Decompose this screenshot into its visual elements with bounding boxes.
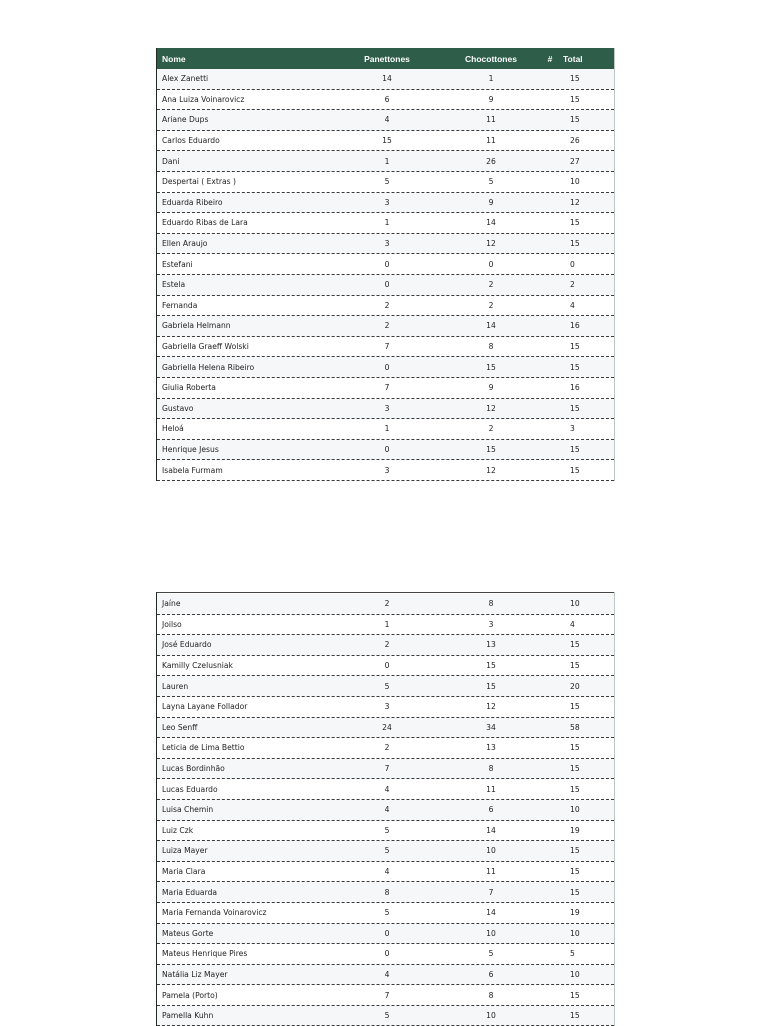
- table-row: [157, 213, 614, 234]
- cell-total: 15: [570, 661, 580, 671]
- cell-name: Alex Zanetti: [162, 74, 209, 84]
- cell-chocottones: 15: [486, 681, 496, 691]
- cell-chocottones: 15: [486, 444, 496, 454]
- cell-panettones: 2: [384, 321, 390, 331]
- cell-panettones: 0: [384, 928, 390, 938]
- cell-panettones: 2: [384, 743, 390, 753]
- cell-name: Ellen Araujo: [162, 239, 208, 249]
- cell-chocottones: 6: [488, 805, 494, 815]
- cell-name: Estefani: [162, 259, 193, 269]
- cell-chocottones: 11: [486, 867, 496, 877]
- cell-total: 15: [570, 640, 580, 650]
- cell-panettones: 4: [384, 805, 390, 815]
- cell-panettones: 1: [384, 424, 390, 434]
- cell-panettones: 4: [384, 784, 390, 794]
- cell-name: Lucas Bordinhão: [162, 764, 225, 774]
- cell-chocottones: 11: [486, 784, 496, 794]
- cell-name: Fernanda: [162, 300, 198, 310]
- cell-chocottones: 13: [486, 640, 496, 650]
- table-row: [157, 254, 614, 275]
- cell-name: Isabela Furmam: [162, 465, 223, 475]
- table-row: [157, 697, 614, 718]
- cell-name: Despertai ( Extras ): [162, 177, 236, 187]
- table-row: [157, 69, 614, 90]
- cell-total: 10: [570, 969, 580, 979]
- cell-panettones: 0: [384, 949, 390, 959]
- cell-name: Gabriella Graeff Wolski: [162, 342, 249, 352]
- cell-name: Heloá: [162, 424, 184, 434]
- table-row: [157, 234, 614, 255]
- cell-chocottones: 14: [486, 218, 496, 228]
- table-row: [157, 193, 614, 214]
- cell-chocottones: 12: [486, 403, 496, 413]
- cell-name: Luisa Chemin: [162, 805, 214, 815]
- cell-chocottones: 0: [488, 259, 494, 269]
- cell-total: 15: [570, 867, 580, 877]
- cell-panettones: 5: [384, 846, 390, 856]
- table-row: [157, 1006, 614, 1026]
- cell-total: 10: [570, 928, 580, 938]
- cell-panettones: 1: [384, 156, 390, 166]
- cell-chocottones: 8: [488, 342, 494, 352]
- cell-panettones: 0: [384, 661, 390, 671]
- cell-panettones: 6: [384, 94, 390, 104]
- cell-total: 4: [570, 300, 575, 310]
- cell-panettones: 7: [384, 342, 390, 352]
- cell-panettones: 5: [384, 681, 390, 691]
- cell-name: Layna Layane Follador: [162, 702, 248, 712]
- cell-name: Maria Clara: [162, 867, 206, 877]
- cell-panettones: 0: [384, 259, 390, 269]
- cell-chocottones: 5: [488, 177, 494, 187]
- cell-chocottones: 10: [486, 928, 496, 938]
- cell-total: 15: [570, 887, 580, 897]
- cell-name: Lauren: [162, 681, 189, 691]
- cell-panettones: 3: [384, 702, 390, 712]
- cell-total: 0: [570, 259, 575, 269]
- cell-name: Estela: [162, 280, 186, 290]
- cell-chocottones: 14: [486, 908, 496, 918]
- cell-panettones: 5: [384, 908, 390, 918]
- table-row: [157, 615, 614, 636]
- cell-total: 15: [570, 846, 580, 856]
- table-row: [157, 440, 614, 461]
- table-row: [157, 656, 614, 677]
- cell-total: 27: [570, 156, 580, 166]
- table-row: [157, 944, 614, 965]
- cell-name: Leticia de Lima Bettio: [162, 743, 245, 753]
- cell-chocottones: 12: [486, 702, 496, 712]
- header-panettones: Panettones: [364, 53, 410, 64]
- table-row: [157, 882, 614, 903]
- cell-chocottones: 7: [488, 887, 494, 897]
- table-header: [157, 48, 614, 69]
- table-row: [157, 903, 614, 924]
- cell-total: 26: [570, 136, 580, 146]
- cell-total: 3: [570, 424, 575, 434]
- cell-panettones: 8: [384, 887, 390, 897]
- cell-name: Maria Eduarda: [162, 887, 218, 897]
- cell-name: Gustavo: [162, 403, 194, 413]
- cell-total: 15: [570, 444, 580, 454]
- cell-name: Giulia Roberta: [162, 383, 216, 393]
- table-row: [157, 821, 614, 842]
- cell-name: Ana Luiza Voinarovicz: [162, 94, 245, 104]
- cell-chocottones: 2: [488, 424, 494, 434]
- cell-panettones: 7: [384, 764, 390, 774]
- table-row: [157, 594, 614, 615]
- cell-panettones: 5: [384, 825, 390, 835]
- cell-chocottones: 9: [488, 94, 494, 104]
- cell-total: 15: [570, 1011, 580, 1021]
- cell-chocottones: 8: [488, 599, 494, 609]
- table-row: [157, 378, 614, 399]
- table-row: [157, 131, 614, 152]
- cell-panettones: 7: [384, 383, 390, 393]
- cell-name: Gabriela Helmann: [162, 321, 231, 331]
- cell-name: Leo Senff: [162, 722, 198, 732]
- cell-chocottones: 2: [488, 300, 494, 310]
- cell-name: Maria Fernanda Voinarovicz: [162, 908, 267, 918]
- orders-table-page-2: [156, 592, 615, 1026]
- cell-panettones: 3: [384, 465, 390, 475]
- table-row: [157, 779, 614, 800]
- cell-total: 4: [570, 619, 575, 629]
- cell-total: 15: [570, 743, 580, 753]
- table-row: [157, 965, 614, 986]
- table-body: [157, 69, 614, 481]
- cell-name: Luiza Mayer: [162, 846, 208, 856]
- cell-chocottones: 15: [486, 661, 496, 671]
- cell-panettones: 3: [384, 197, 390, 207]
- cell-total: 15: [570, 342, 580, 352]
- table-body: [157, 594, 614, 1026]
- orders-table-page-1: [156, 48, 615, 481]
- cell-chocottones: 14: [486, 321, 496, 331]
- table-row: [157, 635, 614, 656]
- header-chocottones: Chocottones: [465, 53, 517, 64]
- cell-chocottones: 5: [488, 949, 494, 959]
- cell-chocottones: 14: [486, 825, 496, 835]
- cell-name: Eduardo Ribas de Lara: [162, 218, 248, 228]
- table-row: [157, 738, 614, 759]
- cell-chocottones: 12: [486, 239, 496, 249]
- cell-chocottones: 9: [488, 383, 494, 393]
- table-row: [157, 337, 614, 358]
- cell-panettones: 24: [382, 722, 392, 732]
- cell-panettones: 0: [384, 444, 390, 454]
- cell-chocottones: 11: [486, 115, 496, 125]
- cell-total: 15: [570, 94, 580, 104]
- cell-name: Dani: [162, 156, 180, 166]
- cell-chocottones: 2: [488, 280, 494, 290]
- table-row: [157, 357, 614, 378]
- cell-total: 16: [570, 383, 580, 393]
- cell-panettones: 7: [384, 990, 390, 1000]
- table-row: [157, 275, 614, 296]
- cell-total: 10: [570, 599, 580, 609]
- table-row: [157, 172, 614, 193]
- cell-panettones: 1: [384, 619, 390, 629]
- cell-total: 15: [570, 764, 580, 774]
- cell-panettones: 1: [384, 218, 390, 228]
- cell-name: Ariane Dups: [162, 115, 209, 125]
- table-row: [157, 316, 614, 337]
- cell-chocottones: 10: [486, 1011, 496, 1021]
- table-row: [157, 985, 614, 1006]
- table-row: [157, 759, 614, 780]
- cell-total: 15: [570, 239, 580, 249]
- cell-name: Joilso: [162, 619, 182, 629]
- cell-chocottones: 11: [486, 136, 496, 146]
- cell-name: Gabriella Helena Ribeiro: [162, 362, 255, 372]
- cell-total: 15: [570, 74, 580, 84]
- table-row: [157, 460, 614, 481]
- table-row: [157, 676, 614, 697]
- cell-total: 15: [570, 465, 580, 475]
- cell-total: 15: [570, 403, 580, 413]
- cell-chocottones: 8: [488, 990, 494, 1000]
- cell-total: 15: [570, 218, 580, 228]
- cell-chocottones: 10: [486, 846, 496, 856]
- table-row: [157, 718, 614, 739]
- cell-panettones: 2: [384, 640, 390, 650]
- cell-panettones: 4: [384, 115, 390, 125]
- cell-total: 5: [570, 949, 575, 959]
- cell-chocottones: 9: [488, 197, 494, 207]
- table-row: [157, 399, 614, 420]
- cell-name: Pamela (Porto): [162, 990, 218, 1000]
- cell-chocottones: 3: [488, 619, 494, 629]
- cell-panettones: 15: [382, 136, 392, 146]
- header-hash: #: [547, 53, 553, 64]
- table-row: [157, 90, 614, 111]
- cell-panettones: 2: [384, 599, 390, 609]
- cell-total: 58: [570, 722, 580, 732]
- cell-name: Eduarda Ribeiro: [162, 197, 223, 207]
- cell-name: Jaíne: [162, 599, 181, 609]
- cell-panettones: 4: [384, 969, 390, 979]
- cell-total: 15: [570, 990, 580, 1000]
- table-row: [157, 841, 614, 862]
- cell-chocottones: 8: [488, 764, 494, 774]
- cell-name: Mateus Henrique Pires: [162, 949, 248, 959]
- cell-name: Pamella Kuhn: [162, 1011, 214, 1021]
- cell-chocottones: 13: [486, 743, 496, 753]
- table-row: [157, 296, 614, 317]
- cell-name: Mateus Gorte: [162, 928, 214, 938]
- cell-total: 15: [570, 362, 580, 372]
- cell-total: 15: [570, 115, 580, 125]
- cell-panettones: 0: [384, 362, 390, 372]
- cell-chocottones: 6: [488, 969, 494, 979]
- cell-total: 10: [570, 805, 580, 815]
- cell-panettones: 14: [382, 74, 392, 84]
- cell-name: Carlos Eduardo: [162, 136, 220, 146]
- header-total: Total: [563, 53, 583, 64]
- cell-name: Kamilly Czelusniak: [162, 661, 233, 671]
- cell-total: 16: [570, 321, 580, 331]
- cell-chocottones: 15: [486, 362, 496, 372]
- cell-chocottones: 1: [488, 74, 494, 84]
- cell-panettones: 5: [384, 177, 390, 187]
- table-row: [157, 924, 614, 945]
- cell-panettones: 4: [384, 867, 390, 877]
- cell-chocottones: 26: [486, 156, 496, 166]
- cell-panettones: 2: [384, 300, 390, 310]
- cell-total: 2: [570, 280, 575, 290]
- cell-total: 15: [570, 784, 580, 794]
- cell-panettones: 0: [384, 280, 390, 290]
- cell-panettones: 3: [384, 239, 390, 249]
- cell-chocottones: 12: [486, 465, 496, 475]
- cell-name: Henrique Jesus: [162, 444, 219, 454]
- cell-total: 19: [570, 825, 580, 835]
- cell-name: Natália Liz Mayer: [162, 969, 228, 979]
- cell-total: 10: [570, 177, 580, 187]
- table-row: [157, 800, 614, 821]
- cell-total: 20: [570, 681, 580, 691]
- cell-total: 19: [570, 908, 580, 918]
- header-name: Nome: [162, 53, 186, 64]
- cell-total: 12: [570, 197, 580, 207]
- cell-name: Lucas Eduardo: [162, 784, 218, 794]
- cell-chocottones: 34: [486, 722, 496, 732]
- table-row: [157, 151, 614, 172]
- cell-name: José Eduardo: [162, 640, 212, 650]
- cell-name: Luiz Czk: [162, 825, 194, 835]
- table-row: [157, 110, 614, 131]
- cell-panettones: 5: [384, 1011, 390, 1021]
- cell-total: 15: [570, 702, 580, 712]
- table-row: [157, 862, 614, 883]
- cell-panettones: 3: [384, 403, 390, 413]
- table-row: [157, 419, 614, 440]
